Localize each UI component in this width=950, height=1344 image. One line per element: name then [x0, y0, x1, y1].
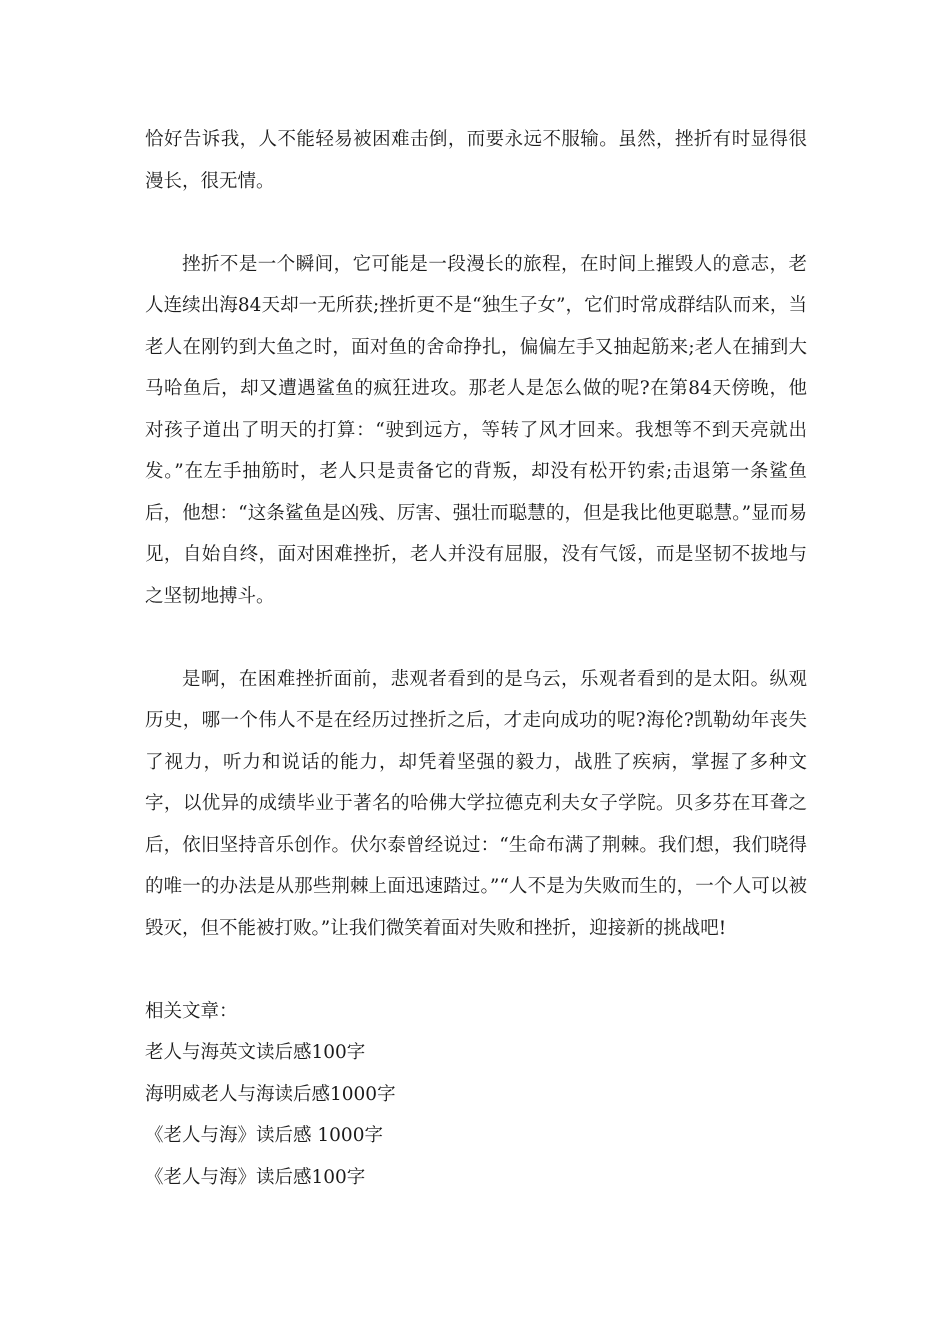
related-article-link[interactable]: 海明威老人与海读后感1000字	[145, 1083, 396, 1105]
list-item	[145, 1074, 807, 1116]
related-articles	[145, 991, 807, 1199]
paragraph-setbacks: 挫折不是一个瞬间，它可能是一段漫长的旅程，在时间上摧毁人的意志，老人连续出海84天却一无所获;挫折更不是“独生子女”，它们时常成群结队而来，当老人在刚钓到大鱼之时，面对鱼的舍命挣扎，偏偏左手又抽起筋来;老人在捕到大马哈鱼后，却又遭遇鲨鱼的疯狂进攻。那老人是怎么做的呢?在第84天傍晚，他对孩子道出了明天的打算：“驶到远方，等转了风才回来。我想等不到天亮就出发。”在左手抽筋时，老人只是责备它的背叛，却没有松开钓索;击退第一条鲨鱼后，他想：“这条鲨鱼是凶残、厉害、强壮而聪慧的，但是我比他更聪慧。”显而易见，自始自终，面对困难挫折，老人并没有屈服，没有气馁，而是坚韧不拔地与之坚韧地搏斗。	[145, 253, 807, 607]
related-articles-title: 相关文章：	[145, 1000, 238, 1022]
list-item	[145, 1115, 807, 1157]
list-item	[145, 1032, 807, 1074]
paragraph-spacer	[145, 617, 807, 659]
paragraph-continuation: 恰好告诉我，人不能轻易被困难击倒，而要永远不服输。虽然，挫折有时显得很漫长，很无情。	[145, 129, 807, 192]
related-article-link[interactable]: 《老人与海》读后感 1000字	[145, 1125, 383, 1146]
related-article-link[interactable]: 老人与海英文读后感100字	[145, 1042, 366, 1063]
paragraph-optimism: 是啊，在困难挫折面前，悲观者看到的是乌云，乐观者看到的是太阳。纵观历史，哪一个伟人不是在经历过挫折之后，才走向成功的呢?海伦?凯勒幼年丧失了视力，听力和说话的能力，却凭着坚强的毅力，战胜了疾病，掌握了多种文字，以优异的成绩毕业于著名的哈佛大学拉德克利夫女子学院。贝多芬在耳聋之后，依旧坚持音乐创作。伏尔泰曾经说过：“生命布满了荆棘。我们想，我们晓得的唯一的办法是从那些荆棘上面迅速踏过。”“人不是为失败而生的，一个人可以被毁灭，但不能被打败。”让我们微笑着面对失败和挫折，迎接新的挑战吧!	[145, 668, 807, 939]
document-body	[145, 119, 807, 1198]
related-articles-list	[145, 1032, 807, 1198]
list-item	[145, 1157, 807, 1199]
paragraph-spacer	[145, 949, 807, 991]
related-article-link[interactable]: 《老人与海》读后感100字	[145, 1166, 366, 1188]
paragraph-spacer	[145, 202, 807, 244]
